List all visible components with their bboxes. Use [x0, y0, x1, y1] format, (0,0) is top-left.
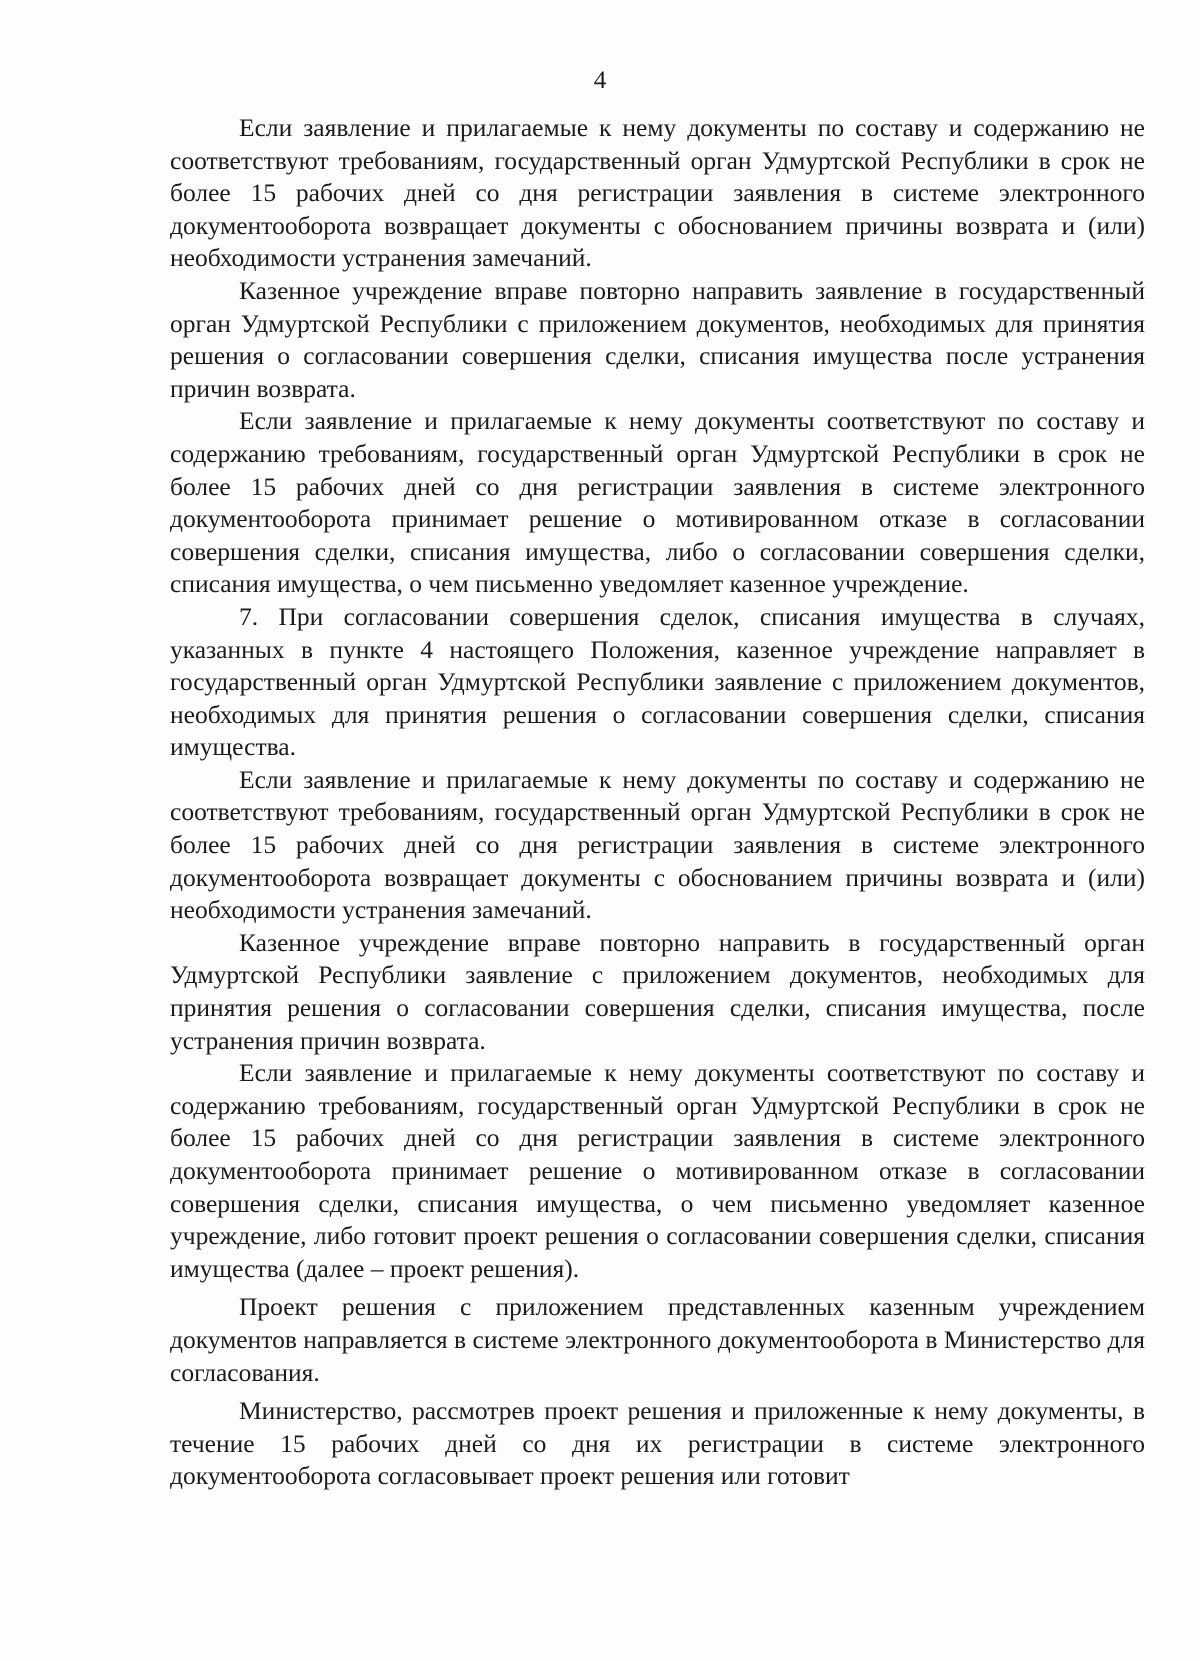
- paragraph-project-to-ministry: Проект решения с приложением представленных казенным учреждением документов направляется в системе электронного документооборота в Министерство для согласования.: [170, 1292, 1145, 1387]
- paragraph-item-7: 7. При согласовании совершения сделок, списания имущества в случаях, указанных в пункте 4 настоящего Положения, казенное учреждение направляет в государственный орган Удмуртской Республики заявление с приложением документов, необходимых для принятия решения о согласовании совершения сделки, списания имущества.: [170, 601, 1145, 762]
- paragraph-decision-1: Если заявление и прилагаемые к нему документы соответствуют по составу и содержанию требованиям, государственный орган Удмуртской Республики в срок не более 15 рабочих дней со дня регистрации заявления в системе электронного документооборота принимает решение о мотивированном отказе в согласовании совершения сделки, списания имущества, либо о согласовании совершения сделки, списания имущества, о чем письменно уведомляет казенное учреждение.: [170, 406, 1145, 599]
- page-number: 4: [593, 67, 607, 94]
- paragraph-resubmit-1: Казенное учреждение вправе повторно направить заявление в государственный орган Удмуртской Республики с приложением документов, необходимых для принятия решения о согласовании совершения сделки, списания имущества после устранения причин возврата.: [170, 275, 1145, 403]
- paragraph-decision-2: Если заявление и прилагаемые к нему документы соответствуют по составу и содержанию требованиям, государственный орган Удмуртской Республики в срок не более 15 рабочих дней со дня регистрации заявления в системе электронного документооборота принимает решение о мотивированном отказе в согласовании совершения сделки, списания имущества, о чем письменно уведомляет казенное учреждение, либо готовит проект решения о согласовании совершения сделки, списания имущества (далее – проект решения).: [170, 1058, 1145, 1283]
- paragraph-resubmit-2: Казенное учреждение вправе повторно направить в государственный орган Удмуртской Республики заявление с приложением документов, необходимых для принятия решения о согласовании совершения сделки, списания имущества, после устранения причин возврата.: [170, 927, 1145, 1055]
- paragraph-ministry-review: Министерство, рассмотрев проект решения и приложенные к нему документы, в течение 15 рабочих дней со дня их регистрации в системе электронного документооборота согласовывает проект решения или готовит: [170, 1396, 1145, 1491]
- paragraph-return-documents-2: Если заявление и прилагаемые к нему документы по составу и содержанию не соответствуют требованиям, государственный орган Удмуртской Республики в срок не более 15 рабочих дней со дня регистрации заявления в системе электронного документооборота возвращает документы с обоснованием причины возврата и (или) необходимости устранения замечаний.: [170, 764, 1145, 925]
- document-body: [170, 112, 1145, 1493]
- paragraph-return-documents-1: Если заявление и прилагаемые к нему документы по составу и содержанию не соответствуют требованиям, государственный орган Удмуртской Республики в срок не более 15 рабочих дней со дня регистрации заявления в системе электронного документооборота возвращает документы с обоснованием причины возврата и (или) необходимости устранения замечаний.: [170, 113, 1145, 273]
